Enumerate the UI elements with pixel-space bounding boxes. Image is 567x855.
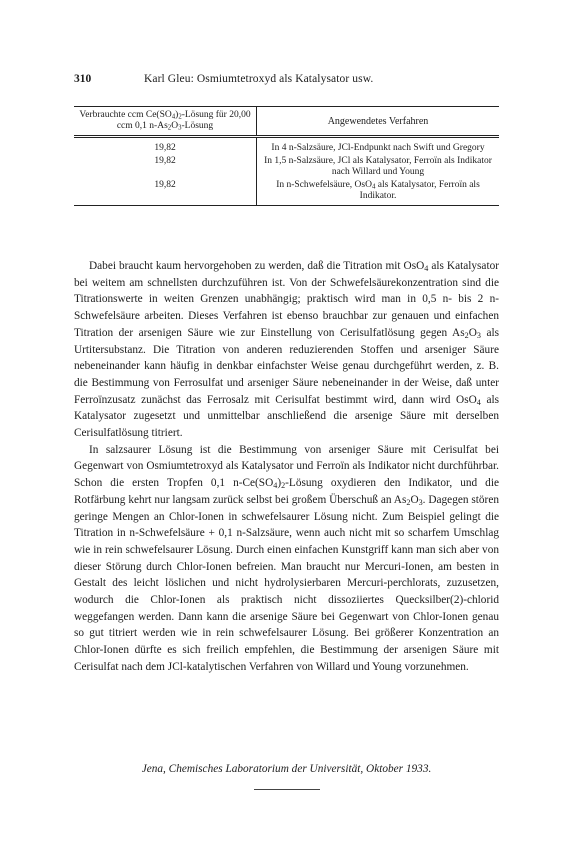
table-header-row (74, 107, 499, 137)
table-cell-value: 19,82 (74, 154, 257, 178)
page-number: 310 (74, 73, 92, 85)
paragraph: In salzsaurer Lösung ist die Bestimmung von arseniger Säure mit Cerisulfat bei Gegenwart von Osmiumtetroxyd als Katalysator und Ferroïn als Indikator nicht durchführbar. Schon die ersten Tropfen 0,1 $n-Ce(SO_4)_2$-Lösung oxydieren den Indikator, und die Rotfärbung kehrt nur langsam zurück selbst bei großem Überschuß an $As_2O_3$. Dagegen stören geringe Mengen an Chlor-Ionen in schwefelsaurer Lösung nicht. Zum Beispiel gelingt die Titration in n-Schwefelsäure + 0,1 n-Salzsäure, wenn auch nicht mit so scharfem Umschlag wie in rein schwefelsaurer Lösung. Durch einen einfachen Kunstgriff kann man sich aber von dieser Störung durch Chlor-Ionen befreien. Man braucht nur Mercuri-Ionen, am besten in Gestalt des leicht löslichen und nicht hydrolysierbaren Mercuri-perchlorats, zuzusetzen, wodurch die Chlor-Ionen als praktisch nicht dissoziiertes Quecksilber(2)-chlorid weggefangen werden. Dann kann die arsenige Säure bei Gegenwart von Chlor-Ionen genau so gut titriert werden wie in rein schwefelsaurer Lösung. Bei größerer Konzentration an Chlor-Ionen dürfte es sich freilich empfehlen, die Bestimmung der arsenigen Säure mit Cerisulfat nach dem JCl-katalytischen Verfahren von Willard und Young vorzunehmen. (74, 443, 499, 673)
running-title: Karl Gleu: Osmiumtetroxyd als Katalysator usw. (144, 73, 374, 85)
table-cell-value: 19,82 (74, 137, 257, 155)
table-cell-method: In n-Schwefelsäure, OsO$_4$ als Katalysator, Ferroïn als Indikator. (276, 180, 480, 201)
table-header-consumed-volume: Verbrauchte ccm $Ce(SO_4)_2$-Lösung für 20,00 ccm 0,1 $n-As_2O_3$-Lösung (74, 107, 257, 137)
table-row (74, 178, 499, 206)
paragraph: Dabei braucht kaum hervorgehoben zu werden, daß die Titration mit OsO$_4$ als Katalysator bei weitem am schnellsten durchzuführen ist. Von der Schwefelsäurekonzentration sind die Titrationswerte in weiten Grenzen unabhängig; praktisch wird man in 0,5 n- bis 2 n-Schwefelsäure arbeiten. Dieses Verfahren ist ebenso brauchbar zur genauen und einfachen Titration der arsenigen Säure wie zur Einstellung von Cerisulfatlösung gegen $As_2O_3$ als Urtitersubstanz. Die Titration von anderen reduzierenden Stoffen und arseniger Säure nebeneinander kann häufig in denkbar einfachster Weise genau durchgeführt werden, z. B. die Bestimmung von Ferrosulfat und arseniger Säure nebeneinander in der Weise, daß unter Ferroïnzusatz zunächst das Ferrosalz mit Cerisulfat bestimmt wird, dann wird OsO$_4$ als Katalysator zugesetzt und unmittelbar anschließend die arsenige Säure mit derselben Cerisulfatlösung titriert. (74, 260, 500, 440)
table-cell-method: In 4 n-Salzsäure, JCl-Endpunkt nach Swift und Gregory (271, 143, 485, 153)
body-text (74, 258, 499, 676)
table-row (74, 154, 499, 178)
table-cell-method: In 1,5 n-Salzsäure, JCl als Katalysator, Ferroïn als Indikator nach Willard und Young (264, 156, 492, 177)
table-cell-value: 19,82 (74, 178, 257, 206)
end-rule (254, 789, 320, 790)
results-table (74, 106, 499, 206)
place-date-signature: Jena, Chemisches Laboratorium der Universität, Oktober 1933. (141, 763, 432, 775)
table-row (74, 137, 499, 155)
table-header-method: Angewendetes Verfahren (327, 115, 429, 127)
